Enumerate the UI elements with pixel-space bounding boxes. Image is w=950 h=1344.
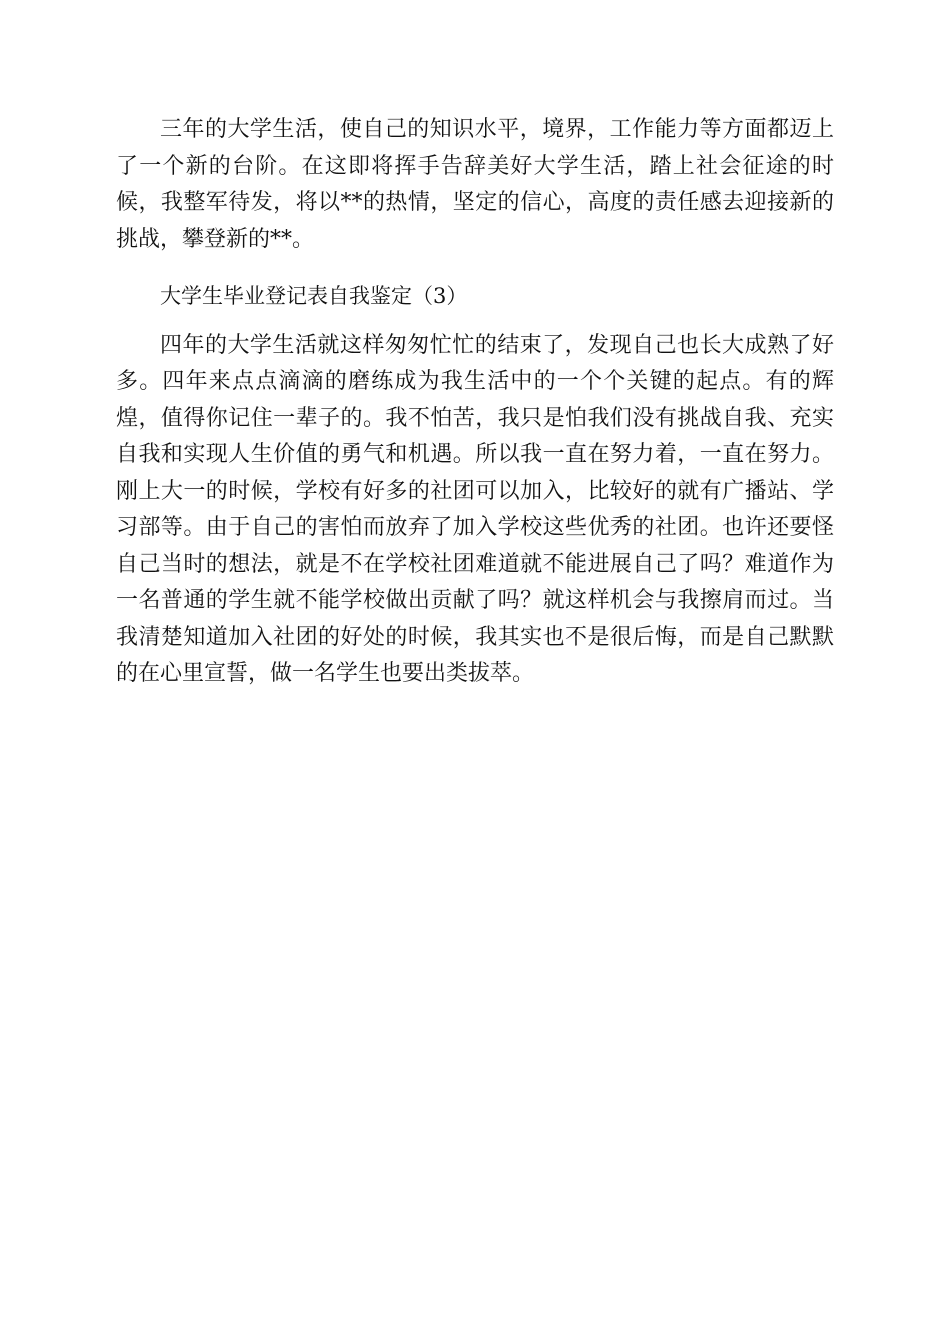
document-body xyxy=(116,112,834,693)
section-heading: 大学生毕业登记表自我鉴定（3） xyxy=(160,284,468,308)
paragraph-intro: 三年的大学生活，使自己的知识水平，境界，工作能力等方面都迈上了一个新的台阶。在这即将挥手告辞美好大学生活，踏上社会征途的时候，我整军待发，将以**的热情，坚定的信心，高度的责任感去迎接新的挑战，攀登新的**。 xyxy=(116,117,834,252)
paragraph-body: 四年的大学生活就这样匆匆忙忙的结束了，发现自己也长大成熟了好多。四年来点点滴滴的磨练成为我生活中的一个个关键的起点。有的辉煌，值得你记住一辈子的。我不怕苦，我只是怕我们没有挑战自我、充实自我和实现人生价值的勇气和机遇。所以我一直在努力着，一直在努力。刚上大一的时候，学校有好多的社团可以加入，比较好的就有广播站、学习部等。由于自己的害怕而放弃了加入学校这些优秀的社团。也许还要怪自己当时的想法，就是不在学校社团难道就不能进展自己了吗？难道作为一名普通的学生就不能学校做出贡献了吗？就这样机会与我擦肩而过。当我清楚知道加入社团的好处的时候，我其实也不是很后悔，而是自己默默的在心里宣誓，做一名学生也要出类拔萃。 xyxy=(116,332,834,686)
